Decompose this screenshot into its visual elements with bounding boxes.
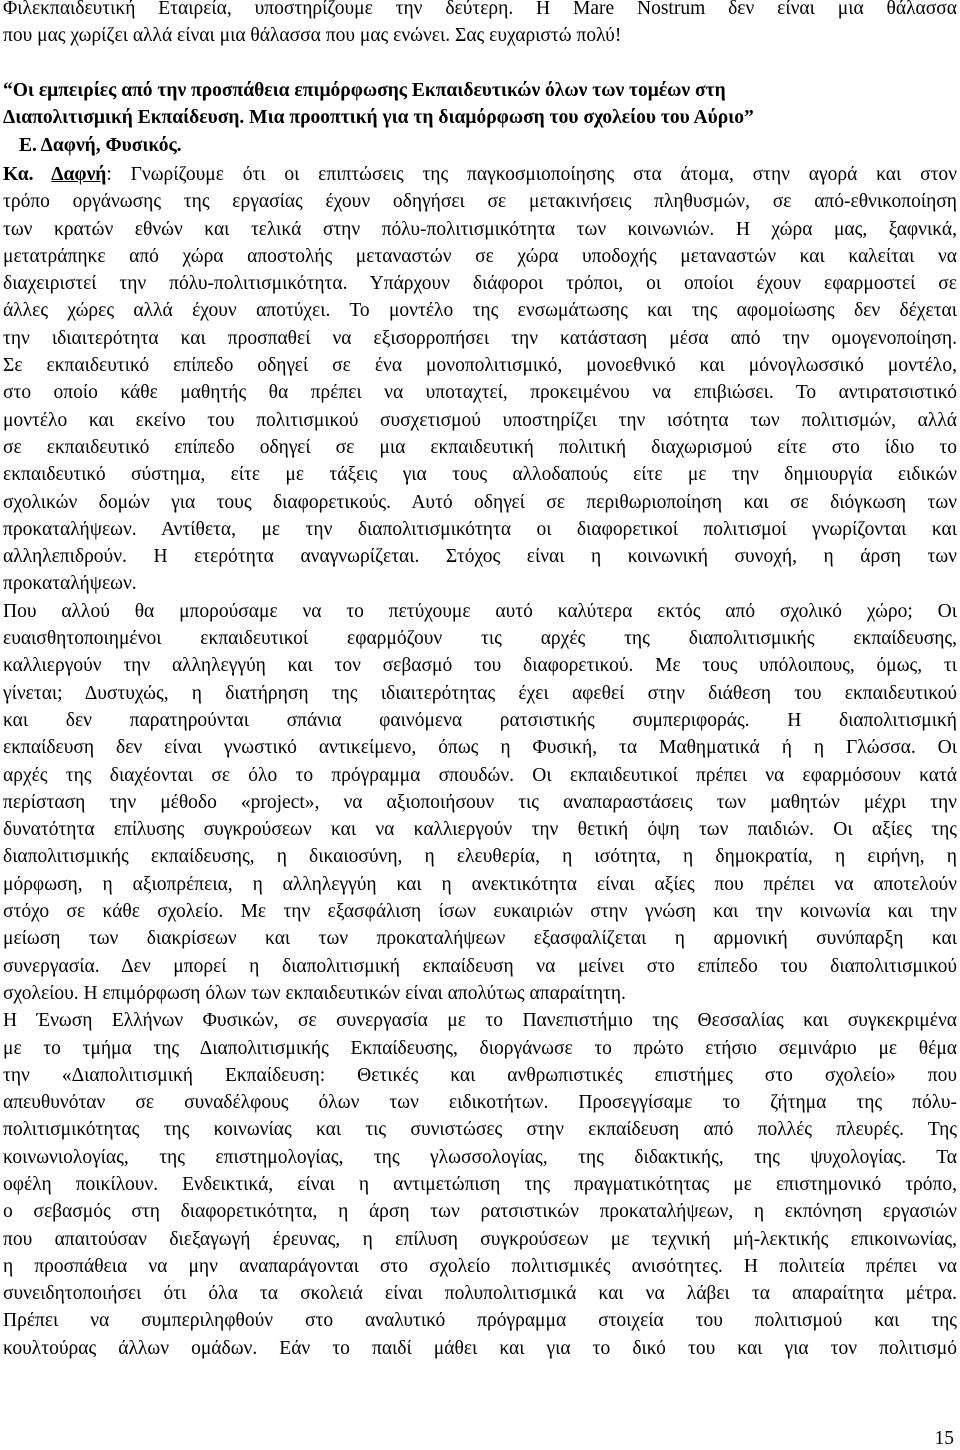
text-line: σχολικών δομών για τους διαφορετικούς. Αυτό οδηγεί σε περιθωριοποίηση και σε διόγκωση των <box>3 491 957 513</box>
text-line: συνεργασία. Δεν μπορεί η διαπολιτισμική εκπαίδευση να μείνει στο επίπεδο του διαπολιτισμικού <box>3 955 957 977</box>
text-line: πολιτισμικότητας της κοινωνίας και τις συνιστώσες στην εκπαίδευση από πολλές πλευρές. Της <box>3 1119 957 1141</box>
text-line: διαπολιτισμικής εκπαίδευσης, η δικαιοσύνη, η ελευθερία, η ισότητα, η δημοκρατία, η ειρήνη, η <box>3 846 957 868</box>
text-line: ευαισθητοποιημένοι εκπαιδευτικοί εφαρμόζουν τις αρχές της διαπολιτισμικής εκπαίδευσης, <box>3 628 957 650</box>
body-lines <box>3 188 957 1362</box>
text-line: των κρατών εθνών και τελικά στην πόλυ-πολιτισμικότητα των κοινωνιών. Η χώρα μας, ξαφνικά, <box>3 218 957 240</box>
text-line: απευθυνόταν σε συναδέλφους όλων των ειδικοτήτων. Προσεγγίσαμε το ζήτημα της πόλυ- <box>3 1092 957 1114</box>
text-line: Η Ένωση Ελλήνων Φυσικών, σε συνεργασία με το Πανεπιστήμιο της Θεσσαλίας και συγκεκριμένα <box>3 1010 957 1032</box>
text-line: την «Διαπολιτισμική Εκπαίδευση: Θετικές και ανθρωπιστικές επιστήμες στο σχολείο» που <box>3 1064 957 1086</box>
text-line: η προσπάθεια να μην αναπαράγονται στο σχολείο πολιτισμικές ανισότητες. Η πολιτεία πρέπει να <box>3 1255 957 1277</box>
text-line: δυνατότητα επίλυσης συγκρούσεων και να καλλιεργούν την θετική όψη των παιδιών. Οι αξίες της <box>3 819 957 841</box>
text-line: οφέλη ποικίλουν. Ενδεικτικά, είναι η αντιμετώπιση της πραγματικότητας με επιστημονικό τρόπο, <box>3 1173 957 1195</box>
text-line: κουλτούρας άλλων ομάδων. Εάν το παιδί μάθει και για το δικό του και για τον πολιτισμό <box>3 1337 957 1359</box>
text-line: τρόπο οργάνωσης της εργασίας έχουν οδηγήσει σε μετακινήσεις πληθυσμών, σε από-εθνικοποίηση <box>3 191 957 213</box>
speaker-prefix: Κα. <box>3 164 52 185</box>
text-line: εκπαίδευση δεν είναι γνωστικό αντικείμενο, όπως η Φυσική, τα Μαθηματικά ή η Γλώσσα. Οι <box>3 737 957 759</box>
text-line: κοινωνιολογίας, της επιστημολογίας, της γλωσσολογίας, της διδακτικής, της ψυχολογίας. Τα <box>3 1146 957 1168</box>
text-line: περίσταση την μέθοδο «project», να αξιοποιήσουν τις αναπαραστάσεις των μαθητών μέχρι την <box>3 791 957 813</box>
text-line: διαχειριστεί την πόλυ-πολιτισμικότητα. Υπάρχουν διάφοροι τρόποι, οι οποίοι έχουν εφαρμοστεί σε <box>3 273 957 295</box>
text-line: στόχο σε κάθε σχολείο. Με την εξασφάλιση ίσων ευκαιριών στην γνώση και την κοινωνία και την <box>3 901 957 923</box>
text-line: αρχές της διαχέονται σε όλο το πρόγραμμα σπουδών. Οι εκπαιδευτικοί πρέπει να εφαρμόσουν κατά <box>3 764 957 786</box>
text-line: προκαταλήψεων. Αντίθετα, με την διαπολιτισμικότητα οι διαφορετικοί πολιτισμοί γνωρίζονται και <box>3 518 957 540</box>
speaker-name: Δαφνή <box>51 164 107 185</box>
text-line: συνειδητοποιήσει ότι όλα τα σκολειά είναι πολυπολιτισμικά και να λάβει τα απαραίτητα μέτρα. <box>3 1283 957 1305</box>
text-line: αλληλεπιδρούν. Η ετερότητα αναγνωρίζεται. Στόχος είναι η κοινωνική συνοχή, η άρση των <box>3 546 957 568</box>
text-line: και δεν παρατηρούνται σπάνια φαινόμενα ρατσιστικής συμπεριφοράς. Η διαπολιτισμική <box>3 709 957 731</box>
heading-author: Ε. Δαφνή, Φυσικός. <box>19 134 182 156</box>
text-line: ο σεβασμός στη διαφορετικότητα, η άρση των ρατσιστικών προκαταλήψεων, η εκπόνηση εργασιών <box>3 1201 957 1223</box>
text-line: μόρφωση, η αξιοπρέπεια, η αλληλεγγύη και η ανεκτικότητα είναι αξίες που πρέπει να αποτελούν <box>3 873 957 895</box>
text-line: Φιλεκπαιδευτική Εταιρεία, υποστηρίζουμε την δεύτερη. Η Mare Nostrum δεν είναι μια θάλασσα <box>3 0 957 19</box>
section-heading <box>3 77 957 159</box>
text-line: Πρέπει να συμπεριληφθούν στο αναλυτικό πρόγραμμα στοιχεία του πολιτισμού και της <box>3 1310 957 1332</box>
text-line: στο οποίο κάθε μαθητής θα πρέπει να υποταχτεί, προκειμένου να επιβιώσει. Το αντιρατσιστικό <box>3 382 957 404</box>
text-line: Που αλλού θα μπορούσαμε να το πετύχουμε αυτό καλύτερα εκτός από σχολικό χώρο; Οι <box>3 600 957 622</box>
text-line: μείωση των διακρίσεων και των προκαταλήψεων εξασφαλίζεται η αρμονική συνύπαρξη και <box>3 928 957 950</box>
text-line: που μας χωρίζει αλλά είναι μια θάλασσα που μας ενώνει. Σας ευχαριστώ πολύ! <box>3 25 622 47</box>
text-line: Σε εκπαιδευτικό επίπεδο οδηγεί σε ένα μονοπολιτισμικό, μονοεθνικό και μόνογλωσσικό μοντέλο, <box>3 355 957 377</box>
text-line: γίνεται; Δυστυχώς, η διατήρηση της ιδιαιτερότητας έχει αφεθεί στην διάθεση του εκπαιδευτικού <box>3 682 957 704</box>
text-line: άλλες χώρες αλλά έχουν αποτύχει. Το μοντέλο της ενσωμάτωσης και της αφομοίωσης δεν δέχεται <box>3 300 957 322</box>
text-line: που απαιτούσαν διεξαγωγή έρευνας, η επίλυση συγκρούσεων με τεχνική μή-λεκτικής επικοινωνίας, <box>3 1228 957 1250</box>
text-line: καλλιεργούν την αλληλεγγύη και τον σεβασμό του διαφορετικού. Με τους υπόλοιπους, όμως, τι <box>3 655 957 677</box>
intro-paragraph <box>3 0 957 50</box>
heading-title-line-1: “Οι εμπειρίες από την προσπάθεια επιμόρφωσης Εκπαιδευτικών όλων των τομέων στη <box>3 80 726 101</box>
heading-title-line-2: Διαπολιτισμική Εκπαίδευση. Μια προοπτική για τη διαμόρφωση του σχολείου του Αύριο” <box>3 107 754 129</box>
first-line-text: : Γνωρίζουμε ότι οι επιπτώσεις της παγκοσμιοποίησης στα άτομα, στην αγορά και στον <box>106 164 957 185</box>
text-line: μετατράπηκε από χώρα αποστολής μεταναστών σε χώρα υποδοχής μεταναστών και καλείται να <box>3 245 957 267</box>
body-first-line <box>3 161 957 188</box>
text-line: μοντέλο και εκείνο του πολιτισμικού συσχετισμού υποστηρίζει την ισότητα των πολιτισμών, αλλά <box>3 409 957 431</box>
page-number: 15 <box>934 1428 954 1449</box>
text-line: προκαταλήψεων. <box>3 573 137 595</box>
text-line: σε εκπαιδευτικό επίπεδο οδηγεί σε μια εκπαιδευτική πολιτική διαχωρισμού είτε στο ίδιο το <box>3 436 957 458</box>
text-line: με το τμήμα της Διαπολιτισμικής Εκπαίδευσης, διοργάνωσε το πρώτο ετήσιο σεμινάριο με θέμα <box>3 1037 957 1059</box>
text-line: σχολείου. Η επιμόρφωση όλων των εκπαιδευτικών είναι απολύτως απαραίτητη. <box>3 982 626 1004</box>
body-text <box>3 161 957 1362</box>
text-line: την ιδιαιτερότητα και προσπαθεί να εξισορροπήσει την κατάσταση μέσα από την ομογενοποίηση. <box>3 327 957 349</box>
text-line: εκπαιδευτικό σύστημα, είτε με τάξεις για τους αλλοδαπούς είτε με την δημιουργία ειδικών <box>3 464 957 486</box>
